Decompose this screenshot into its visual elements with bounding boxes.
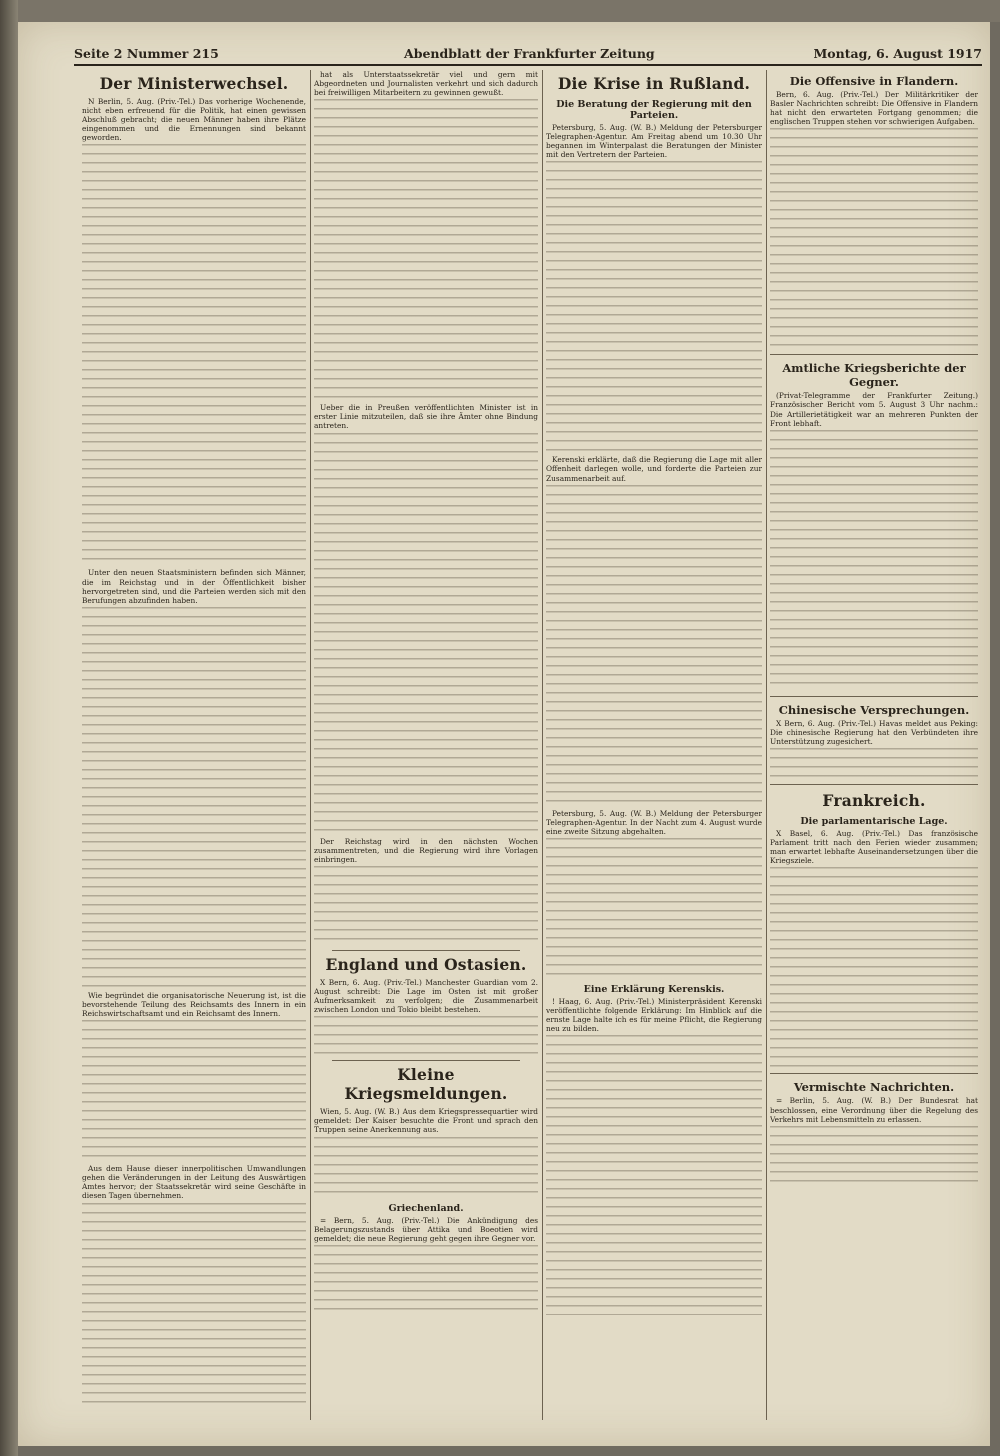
body-text-block (546, 838, 762, 978)
article-paragraph: = Bern, 5. Aug. (Priv.-Tel.) Die Ankündigung des Belagerungszustands über Attika und Boeotien wird gemeldet; die neue Regierung geht gegen ihre Gegner vor. (314, 1215, 538, 1243)
section-subhead: Die parlamentarische Lage. (800, 816, 948, 828)
paper-title: Abendblatt der Frankfurter Zeitung (404, 46, 655, 61)
body-text-block (770, 748, 978, 778)
divider (770, 354, 978, 355)
article-paragraph: X Bern, 6. Aug. (Priv.-Tel.) Manchester Guardian vom 2. August schreibt: Die Lage im Osten ist mit großer Aufmerksamkeit zu verfolgen; die Zusammenarbeit zwischen London und Tokio bleibt bestehen. (314, 977, 538, 1015)
body-text-block (770, 128, 978, 348)
body-text-block (82, 1020, 306, 1160)
article-paragraph: Aus dem Hause dieser innerpolitischen Umwandlungen gehen die Veränderungen in der Leitung des Auswärtigen Amtes hervor; der Staatssekretär wird seine Geschäfte in diesen Tagen übernehmen. (82, 1164, 306, 1201)
article-paragraph: (Privat-Telegramme der Frankfurter Zeitung.) Französischer Bericht vom 5. August 3 Uhr nachm.: Die Artillerietätigkeit war an mehreren Punkten der Front lebhaft. (770, 391, 978, 428)
article-paragraph: Wien, 5. Aug. (W. B.) Aus dem Kriegspressequartier wird gemeldet: Der Kaiser besuchte die Front und sprach den Truppen seine Anerkennung aus. (314, 1107, 538, 1135)
article-headline: Die Offensive in Flandern. (789, 74, 959, 88)
divider (332, 1060, 520, 1061)
divider (770, 784, 978, 785)
divider (770, 1073, 978, 1074)
column-1 (82, 70, 306, 1426)
body-text-block (314, 1016, 538, 1056)
body-text-block (546, 1035, 762, 1315)
article-paragraph: N Berlin, 5. Aug. (Priv.-Tel.) Das vorherige Wochenende, nicht eben erfreuend für die Politik, hat einen gewissen Abschluß gebracht; die neuen Männer haben ihre Plätze eingenommen und die Ernennungen sind bekannt geworden. (82, 97, 306, 143)
page-masthead (74, 44, 982, 66)
article-headline: Vermischte Nachrichten. (793, 1080, 955, 1095)
body-text-block (770, 1126, 978, 1186)
article-paragraph: Bern, 6. Aug. (Priv.-Tel.) Der Militärkritiker der Basler Nachrichten schreibt: Die Offensive in Flandern hat nicht den erwarteten Fortgang genommen; die englischen Truppen stehen vor schwierigen Aufgaben. (770, 90, 978, 127)
column-4 (770, 70, 978, 1426)
body-text-block (314, 866, 538, 946)
divider (770, 696, 978, 697)
article-headline: Der Ministerwechsel. (99, 74, 289, 93)
article-paragraph: Unter den neuen Staatsministern befinden sich Männer, die im Reichstag und in der Öffentlichkeit bisher hervorgetreten sind, und die Parteien werden sich mit den Berufungen abzufinden haben. (82, 568, 306, 605)
body-text-block (770, 867, 978, 1067)
scan-top-strip (0, 0, 1000, 22)
article-paragraph: Der Reichstag wird in den nächsten Wochen zusammentreten, und die Regierung wird ihre Vorlagen einbringen. (314, 836, 538, 864)
article-paragraph: X Bern, 6. Aug. (Priv.-Tel.) Havas meldet aus Peking: Die chinesische Regierung hat den Verbündeten ihre Unterstützung zugesichert. (770, 718, 978, 746)
article-headline: Frankreich. (822, 791, 926, 811)
body-text-block (314, 433, 538, 833)
divider (332, 950, 520, 951)
body-text-block (314, 99, 538, 399)
column-rule (766, 70, 767, 1420)
article-paragraph: Wie begründet die organisatorische Neuerung ist, ist die bevorstehende Teilung des Reichsamts des Innern in ein Reichswirtschaftsamt und ein Reichsamt des Innern. (82, 990, 306, 1019)
article-paragraph: Kerenski erklärte, daß die Regierung die Lage mit aller Offenheit darlegen wolle, und forderte die Parteien zur Zusammenarbeit auf. (546, 455, 762, 483)
column-rule (310, 70, 311, 1420)
article-headline: Amtliche Kriegsberichte der Gegner. (782, 361, 966, 390)
column-rule (542, 70, 543, 1420)
book-binding (0, 0, 18, 1456)
article-headline: Kleine Kriegsmeldungen. (344, 1065, 508, 1104)
body-text-block (546, 485, 762, 805)
body-text-block (82, 1203, 306, 1403)
section-subhead: Eine Erklärung Kerenskis. (583, 983, 725, 995)
column-3 (546, 70, 762, 1426)
body-text-block (770, 430, 978, 690)
body-text-block (546, 161, 762, 451)
article-paragraph: ! Haag, 6. Aug. (Priv.-Tel.) Ministerpräsident Kerenski veröffentlichte folgende Erklärung: Im Hinblick auf die ernste Lage halte ich es für meine Pflicht, die Regierung neu zu bilden. (546, 996, 762, 1034)
article-paragraph: Petersburg, 5. Aug. (W. B.) Meldung der Petersburger Telegraphen-Agentur. Am Freitag abend um 10.30 Uhr begannen im Winterpalast die Beratungen der Minister mit den Vertretern der Parteien. (546, 123, 762, 160)
page-number: Seite 2 Nummer 215 (74, 46, 219, 61)
body-text-block (314, 1245, 538, 1315)
column-2 (314, 70, 538, 1426)
article-headline: Chinesische Versprechungen. (778, 702, 970, 717)
article-headline: Die Krise in Rußland. (557, 74, 751, 93)
article-headline: England und Ostasien. (325, 954, 527, 974)
article-paragraph: hat als Unterstaatssekretär viel und gern mit Abgeordneten und Journalisten verkehrt und sich dadurch bei freiwilligen Mitarbeitern zu gewinnen gewußt. (314, 70, 538, 98)
body-text-block (82, 607, 306, 987)
article-paragraph: X Basel, 6. Aug. (Priv.-Tel.) Das französische Parlament tritt nach den Ferien wieder zusammen; man erwartet lebhafte Auseinandersetzungen über die Kriegsziele. (770, 829, 978, 866)
section-subhead: Griechenland. (388, 1202, 464, 1214)
article-paragraph: Petersburg, 5. Aug. (W. B.) Meldung der Petersburger Telegraphen-Agentur. In der Nacht zum 4. August wurde eine zweite Sitzung abgehalten. (546, 808, 762, 836)
article-paragraph: Ueber die in Preußen veröffentlichten Minister ist in erster Linie mitzuteilen, daß sie ihre Ämter ohne Bindung antreten. (314, 403, 538, 431)
body-text-block (82, 144, 306, 564)
article-subhead: Die Beratung der Regierung mit den Parteien. (556, 99, 752, 121)
article-paragraph: = Berlin, 5. Aug. (W. B.) Der Bundesrat hat beschlossen, eine Verordnung über die Regelung des Verkehrs mit Lebensmitteln zu erlassen. (770, 1096, 978, 1124)
issue-date: Montag, 6. August 1917 (813, 46, 982, 61)
body-text-block (314, 1137, 538, 1197)
